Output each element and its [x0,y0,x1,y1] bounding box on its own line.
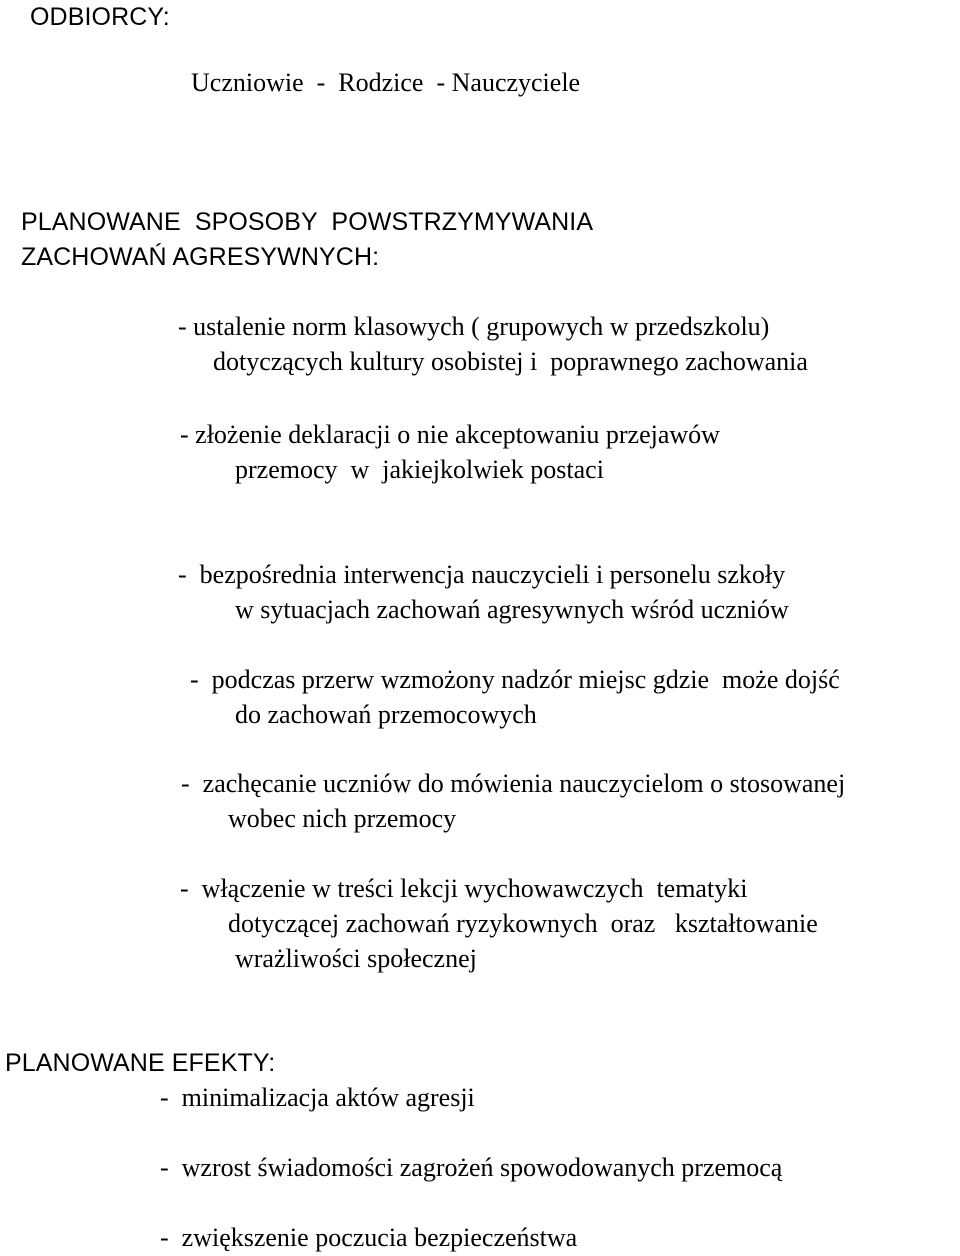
effects-heading: PLANOWANE EFEKTY: [5,1049,276,1077]
method-item-6-line1: - włączenie w treści lekcji wychowawczych tematyki [180,874,748,903]
method-item-3-line1: - bezpośrednia interwencja nauczycieli i personelu szkoły [178,560,786,589]
method-item-2-line2: przemocy w jakiejkolwiek postaci [235,455,604,484]
effect-item-2: - wzrost świadomości zagrożeń spowodowanych przemocą [160,1153,783,1182]
methods-heading-line2: ZACHOWAŃ AGRESYWNYCH: [21,243,380,271]
method-item-4-line1: - podczas przerw wzmożony nadzór miejsc gdzie może dojść [190,665,840,694]
method-item-3-line2: w sytuacjach zachowań agresywnych wśród uczniów [235,595,789,624]
methods-heading-line1: PLANOWANE SPOSOBY POWSTRZYMYWANIA [21,208,594,236]
method-item-5-line2: wobec nich przemocy [228,804,457,833]
method-item-1-line1: - ustalenie norm klasowych ( grupowych w przedszkolu) [178,312,770,341]
method-item-6-line2: dotyczącej zachowań ryzykownych oraz kształtowanie [228,909,818,938]
effect-item-3: - zwiększenie poczucia bezpieczeństwa [160,1223,578,1252]
recipients-heading: ODBIORCY: [30,3,170,31]
recipients-list: Uczniowie - Rodzice - Nauczyciele [191,68,581,97]
method-item-6-line3: wrażliwości społecznej [235,944,477,973]
method-item-2-line1: - złożenie deklaracji o nie akceptowaniu przejawów [180,420,720,449]
method-item-1-line2: dotyczących kultury osobistej i poprawnego zachowania [213,347,808,376]
effect-item-1: - minimalizacja aktów agresji [160,1083,475,1112]
method-item-4-line2: do zachowań przemocowych [235,700,537,729]
method-item-5-line1: - zachęcanie uczniów do mówienia nauczycielom o stosowanej [181,769,846,798]
